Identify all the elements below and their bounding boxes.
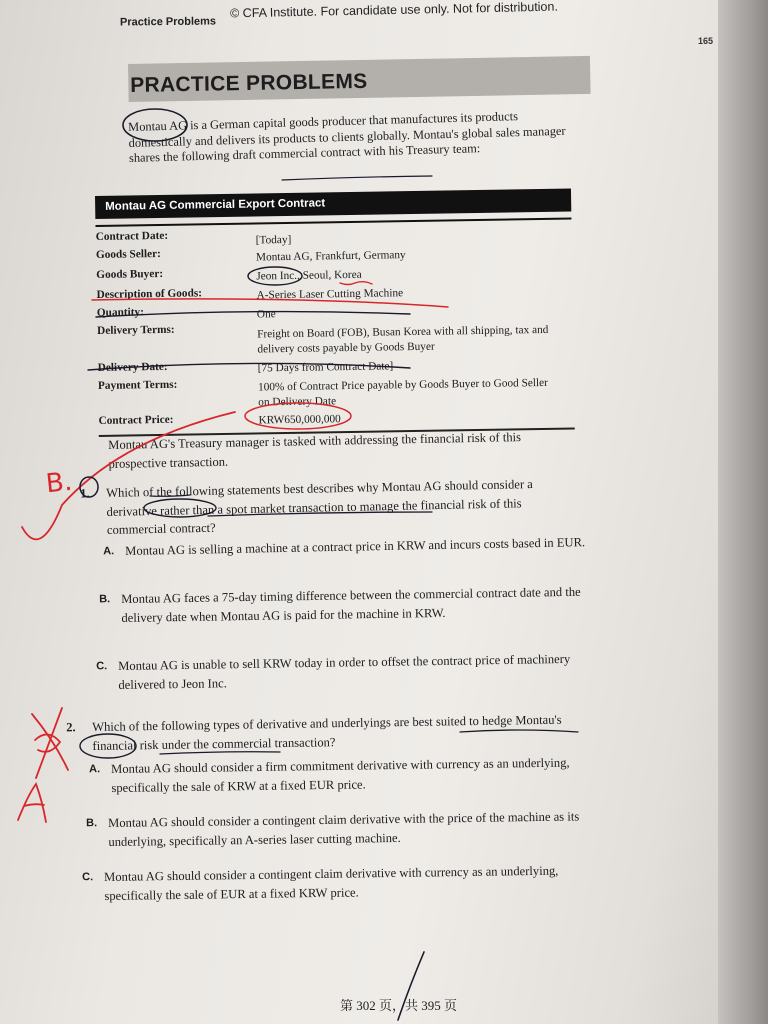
contract-label: Quantity:: [96, 306, 145, 319]
q2-option-b: [86, 807, 613, 852]
q1-option-b: [99, 583, 597, 628]
question-number: 2.: [66, 720, 76, 735]
contract-row-payment-terms: [98, 373, 574, 413]
q2-option-c: [82, 861, 614, 906]
contract-label: Delivery Terms:: [97, 323, 175, 337]
question-2: [66, 710, 573, 755]
contract-row-delivery-terms: [97, 318, 573, 360]
contract-value: One: [256, 308, 276, 321]
option-letter: C.: [96, 660, 108, 673]
option-text: Montau AG should consider a firm commitment derivative with currency as an underlying, specifically the sale of KRW at a fixed EUR price.: [111, 755, 570, 795]
question-number: 1.: [80, 486, 90, 501]
treasury-note: Montau AG's Treasury manager is tasked with addressing the financial risk of this prospective transaction.: [108, 430, 522, 471]
contract-label: Description of Goods:: [96, 287, 203, 301]
option-letter: B.: [86, 817, 98, 830]
contract-label: Contract Price:: [98, 413, 174, 427]
contract-value: 100% of Contract Price payable by Goods Buyer to Good Seller on Delivery Date: [257, 376, 548, 409]
contract-title: Montau AG Commercial Export Contract: [95, 189, 571, 219]
option-letter: C.: [82, 871, 94, 884]
running-head: Practice Problems: [119, 15, 217, 29]
q2-cross-mark: [32, 708, 68, 778]
question-stem: Which of the following statements best describes why Montau AG should consider a derivative rather than a spot market transaction to manage the financial risk of this commercial contract?: [106, 477, 533, 537]
contract-value: A-Series Laser Cutting Machine: [256, 287, 404, 302]
contract-label: Goods Seller:: [95, 247, 161, 261]
contract-label: Payment Terms:: [97, 378, 178, 392]
contract-label: Goods Buyer:: [96, 267, 164, 281]
underline-intro: [282, 176, 432, 180]
option-text: Montau AG faces a 75-day timing difference between the commercial contract date and the delivery date when Montau AG is paid for the machine in KRW.: [121, 584, 581, 625]
option-letter: A.: [103, 545, 115, 558]
contract-table: [95, 189, 575, 437]
intro-paragraph: Montau AG is a German capital goods producer that manufactures its products domestically and delivers its products to clients globally. Montau's global sales manager shares the following draft commercial contract with his Treasury team:: [128, 109, 566, 165]
question-1: [80, 474, 573, 539]
contract-value: Jeon Inc., Seoul, Korea: [256, 268, 362, 283]
book-binding-shadow: [718, 0, 768, 1024]
q1-option-c: [96, 649, 599, 695]
contract-value: KRW650,000,000: [258, 413, 341, 427]
option-text: Montau AG should consider a contingent claim derivative with currency as an underlying, specifically the sale of EUR at a fixed KRW price.: [104, 863, 559, 903]
option-text: Montau AG is unable to sell KRW today in order to offset the contract price of machinery delivered to Jeon Inc.: [118, 651, 571, 692]
q2-option-a: [89, 753, 611, 798]
handwritten-b-answer: B.: [44, 466, 74, 500]
page-number: 165: [698, 36, 714, 46]
option-text: Montau AG should consider a contingent claim derivative with the price of the machine as its underlying, specifically an A-series laser cutting machine.: [108, 809, 580, 849]
copyright-notice: © CFA Institute. For candidate use only. Not for distribution.: [229, 0, 559, 21]
pdf-page-footer: 第 302 页，共 395 页: [340, 998, 458, 1013]
contract-value: [75 Days from Contract Date]: [257, 360, 394, 375]
option-text: Montau AG is selling a machine at a contract price in KRW and incurs costs based in EUR.: [125, 535, 586, 558]
contract-label: Delivery Date:: [97, 360, 168, 374]
contract-label: Contract Date:: [95, 229, 169, 243]
option-letter: B.: [99, 593, 111, 606]
question-stem: Which of the following types of derivative and underlyings are best suited to hedge Montau's financial risk under the commercial transaction?: [92, 712, 562, 753]
contract-value: [Today]: [255, 233, 292, 247]
contract-value: Freight on Board (FOB), Busan Korea with all shipping, tax and delivery costs payable by Goods Buyer: [257, 323, 549, 356]
option-letter: A.: [89, 763, 101, 776]
contract-value: Montau AG, Frankfurt, Germany: [255, 249, 406, 264]
section-title: PRACTICE PROBLEMS: [130, 69, 368, 97]
